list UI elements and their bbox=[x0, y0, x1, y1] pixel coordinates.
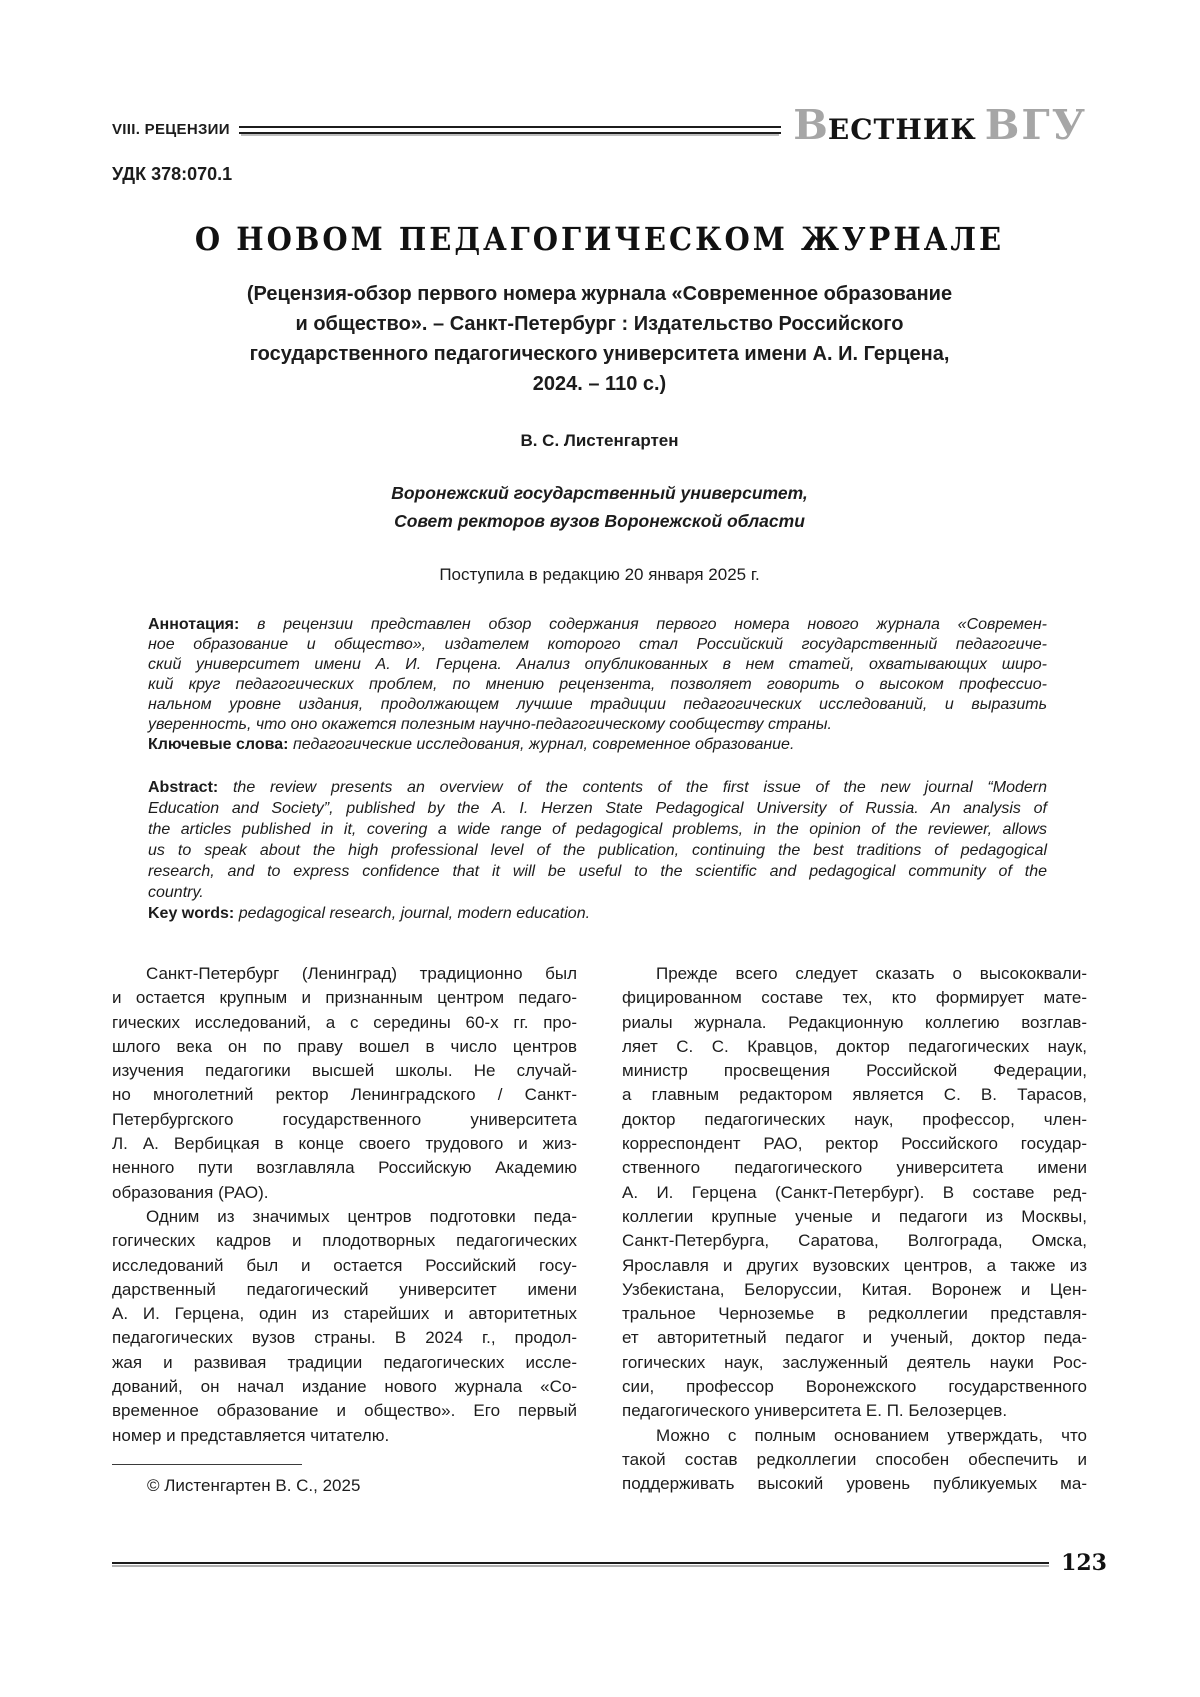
copyright-text: © Листенгартен В. С., 2025 bbox=[147, 1475, 361, 1495]
text-line: гических исследований, а с середины 60-х гг. про- bbox=[112, 1012, 577, 1032]
text-line: а главным редактором является С. В. Тарасов, bbox=[622, 1085, 1087, 1105]
article-subtitle bbox=[112, 279, 1087, 399]
keywords-label: Ключевые слова: bbox=[148, 736, 289, 753]
text-line: Можно с полным основанием утверждать, что bbox=[656, 1425, 1087, 1445]
paragraph bbox=[112, 962, 577, 1205]
page-footer bbox=[112, 1550, 1107, 1576]
annotation-first-line bbox=[148, 615, 1047, 635]
text-line: Воронежский государственный университет, bbox=[391, 483, 808, 503]
text-line: тральное Черноземье в редколлегии представля- bbox=[622, 1304, 1087, 1324]
header-double-rule bbox=[239, 126, 781, 134]
text-line: кий круг педагогических проблем, по мнению рецензента, позволяет говорить о высоком профессио- bbox=[148, 676, 1047, 693]
text-line: Петербургского государственного университета bbox=[112, 1109, 577, 1129]
text-line: дований, он начал издание нового журнала «Со- bbox=[112, 1377, 577, 1397]
text-line: country. bbox=[148, 884, 204, 901]
text-line: ский университет имени А. И. Герцена. Анализ опубликованных в нем статей, охватывающих широ- bbox=[148, 656, 1047, 673]
key-words-text: pedagogical research, journal, modern education. bbox=[238, 905, 591, 922]
abstract-label: Abstract: bbox=[148, 779, 219, 796]
text-line: Санкт-Петербурга, Саратова, Волгограда, Омска, bbox=[622, 1231, 1087, 1251]
text-line: Санкт-Петербург (Ленинград) традиционно был bbox=[146, 964, 577, 983]
article-title: О НОВОМ ПЕДАГОГИЧЕСКОМ ЖУРНАЛЕ bbox=[194, 221, 1005, 258]
left-column bbox=[112, 962, 577, 1498]
udc-code: УДК 378:070.1 bbox=[112, 164, 233, 184]
text-line: Одним из значимых центров подготовки педа- bbox=[146, 1206, 577, 1226]
text-line: us to speak about the high professional level of the publication, continuing the best traditions of pedagogical bbox=[148, 842, 1047, 859]
text-line: Совет ректоров вузов Воронежской области bbox=[394, 511, 805, 531]
text-line: гогических наук, заслуженный деятель науки Рос- bbox=[622, 1352, 1087, 1372]
text-line: фицированном составе тех, кто формирует мате- bbox=[622, 988, 1087, 1008]
text-line: the articles published in it, covering a wide range of pedagogical problems, in the opinion of the reviewer, allows bbox=[148, 821, 1047, 838]
text-line: и общество». – Санкт-Петербург : Издательство Российского bbox=[295, 313, 904, 335]
copyright-footnote bbox=[112, 1464, 577, 1498]
text-line: доктор педагогических наук, профессор, член- bbox=[622, 1109, 1087, 1129]
page-number: 123 bbox=[1061, 1550, 1107, 1576]
text-line: но многолетний ректор Ленинградского / Санкт- bbox=[112, 1085, 577, 1105]
annotation-label: Аннотация: bbox=[148, 616, 240, 633]
keywords-text: педагогические исследования, журнал, современное образование. bbox=[292, 736, 795, 753]
section-label: VIII. РЕЦЕНЗИИ bbox=[112, 120, 230, 138]
text-line: и остается крупным и признанным центром педаго- bbox=[112, 988, 577, 1008]
text-line: А. И. Герцена (Санкт-Петербург). В составе ред- bbox=[622, 1182, 1087, 1202]
text-line: Education and Society”, published by the A. I. Herzen State Pedagogical University of Russia. An analysis of bbox=[148, 800, 1047, 817]
author-name: В. С. Листенгартен bbox=[520, 431, 679, 450]
text-line: корреспондент РАО, ректор Российского государ- bbox=[622, 1134, 1087, 1154]
text-line: образования (РАО). bbox=[112, 1182, 269, 1202]
text-line: А. И. Герцена, один из старейших и авторитетных bbox=[112, 1304, 577, 1324]
abstract-lines bbox=[148, 798, 1047, 903]
text-line: гогических кадров и плодотворных педагогических bbox=[112, 1231, 577, 1251]
text-line: 2024. – 110 с.) bbox=[532, 373, 667, 395]
text-line: риалы журнала. Редакционную коллегию возглав- bbox=[622, 1012, 1087, 1032]
text-line: сии, профессор Воронежского государственного bbox=[622, 1377, 1087, 1397]
annotation-first-text: в рецензии представлен обзор содержания первого номера нового журнала «Современ- bbox=[257, 616, 1048, 633]
text-line: нальном уровне издания, продолжающем лучшие традиции педагогических исследований, и выразить bbox=[148, 696, 1047, 713]
text-line: поддерживать высокий уровень публикуемых ма- bbox=[622, 1474, 1087, 1494]
paragraph bbox=[622, 1424, 1087, 1497]
abstract-block bbox=[148, 777, 1047, 924]
abstract-first-text: the review presents an overview of the contents of the first issue of the new journal “Modern bbox=[232, 779, 1047, 796]
key-words-label: Key words: bbox=[148, 905, 235, 922]
text-line: временное образование и общество». Его первый bbox=[112, 1401, 577, 1421]
text-line: уверенность, что оно окажется полезным научно-педагогическому сообществу страны. bbox=[148, 716, 832, 733]
text-line: research, and to express confidence that it will be useful to the scientific and pedagogical community of the bbox=[148, 863, 1047, 880]
key-words-line bbox=[148, 903, 1047, 924]
text-line: номер и представляется читателю. bbox=[112, 1425, 390, 1445]
text-line: ное образование и общество», издателем которого стал Российский государственный педагогиче- bbox=[148, 636, 1047, 653]
logo-name-rest: ЕСТНИК bbox=[827, 112, 977, 146]
text-line: педагогического университета Е. П. Белозерцев. bbox=[622, 1401, 1008, 1421]
author-affiliation bbox=[112, 479, 1087, 535]
body-columns bbox=[112, 962, 1087, 1498]
text-line: шлого века он по праву вошел в число центров bbox=[112, 1036, 577, 1056]
text-line: министр просвещения Российской Федерации, bbox=[622, 1061, 1087, 1081]
journal-logo bbox=[793, 100, 1087, 149]
running-head bbox=[112, 102, 1087, 148]
logo-initial-letter: В bbox=[793, 100, 828, 149]
paragraph bbox=[622, 962, 1087, 1424]
text-line: ет авторитетный педагог и ученый, доктор педа- bbox=[622, 1328, 1087, 1348]
text-line: ляет С. С. Кравцов, доктор педагогических наук, bbox=[622, 1036, 1087, 1056]
keywords-line bbox=[148, 735, 1047, 755]
abstract-first-line bbox=[148, 777, 1047, 798]
text-line: Узбекистана, Белоруссии, Китая. Воронеж и Цен- bbox=[622, 1279, 1087, 1299]
text-line: дарственный педагогический университет имени bbox=[112, 1279, 577, 1299]
text-line: ственного педагогического университета имени bbox=[622, 1158, 1087, 1178]
text-line: Ярославля и других вузовских центров, а также из bbox=[622, 1255, 1087, 1275]
logo-university-abbr: ВГУ bbox=[984, 100, 1087, 149]
text-line: государственного педагогического университета имени А. И. Герцена, bbox=[249, 343, 950, 365]
text-line: Л. А. Вербицкая в конце своего трудового и жиз- bbox=[112, 1134, 577, 1154]
footer-rule bbox=[112, 1562, 1049, 1565]
text-line: педагогических вузов страны. В 2024 г., продол- bbox=[112, 1328, 577, 1348]
text-line: коллегии крупные ученые и педагоги из Москвы, bbox=[622, 1206, 1087, 1226]
received-date: Поступила в редакцию 20 января 2025 г. bbox=[439, 565, 760, 584]
paragraph bbox=[112, 1205, 577, 1448]
text-line: исследований был и остается Российский госу- bbox=[112, 1255, 577, 1275]
text-line: такой состав редколлегии способен обеспечить и bbox=[622, 1449, 1087, 1469]
text-line: изучения педагогики высшей школы. Не случай- bbox=[112, 1061, 577, 1081]
text-line: (Рецензия-обзор первого номера журнала «Современное образование bbox=[246, 283, 953, 305]
annotation-lines bbox=[148, 635, 1047, 735]
text-line: жая и развивая традиции педагогических иссле- bbox=[112, 1352, 577, 1372]
annotation-block bbox=[148, 615, 1047, 755]
footnote-rule bbox=[112, 1464, 302, 1465]
right-column bbox=[622, 962, 1087, 1498]
text-line: Прежде всего следует сказать о высококвали- bbox=[656, 964, 1087, 983]
text-line: ненного пути возглавляла Российскую Академию bbox=[112, 1158, 577, 1178]
